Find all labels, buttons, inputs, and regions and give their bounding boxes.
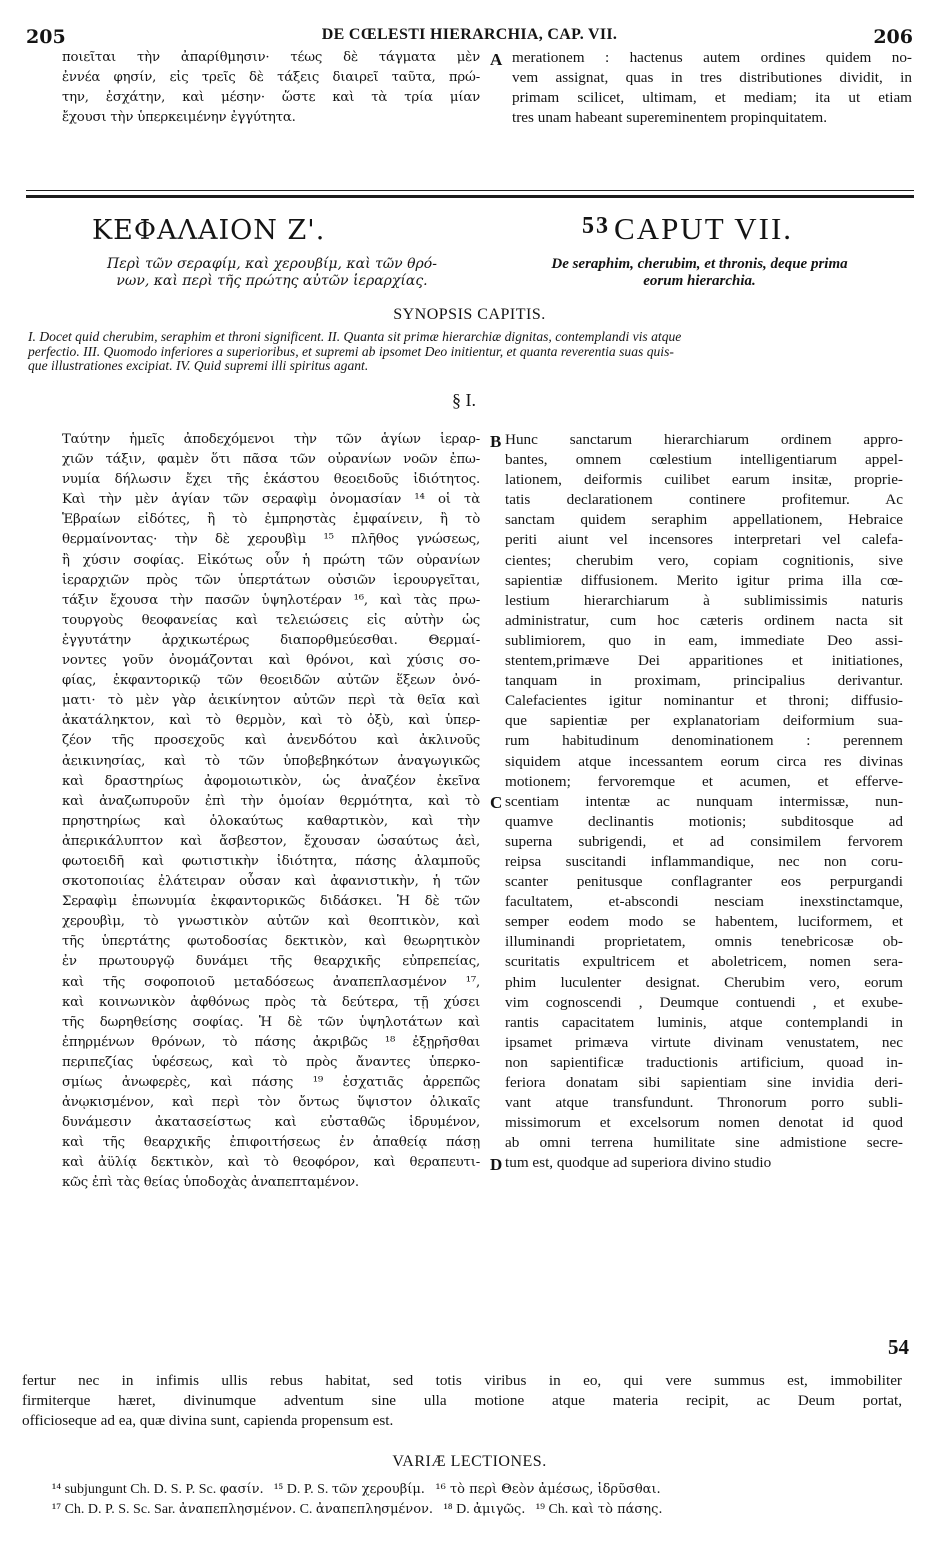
variae-line — [52, 1501, 912, 1521]
note-17-sigla: ¹⁷ Ch. D. P. S. Sc. Sar. — [52, 1502, 176, 1518]
latin-line: superna subrigendi, et ad consimilem fervorem — [505, 832, 903, 850]
latin-line: feriora donatam sibi sapientiam sine invidia deri- — [505, 1074, 903, 1091]
note-18-reading: ἀμιγῶς. — [473, 1502, 526, 1518]
greek-line: καὶ τῆς θεαρχικῆς ἐπιφοιτήσεως ἐν ἀπαθείᾳ πάσῃ — [62, 1135, 480, 1151]
margin-marker-c: C — [490, 793, 503, 812]
margin-marker-b: B — [490, 432, 502, 451]
note-17b-sigla: C. — [299, 1502, 313, 1518]
running-title: DE CŒLESTI HIERARCHIA, CAP. VII. — [321, 26, 618, 43]
latin-line: Hunc sanctarum hierarchiarum ordinem appro- — [505, 431, 903, 448]
greek-line: καὶ ἀναζωπυροῦν ἐπὶ τὴν ὁμοίαν θερμότητα, καὶ τὸ — [62, 793, 480, 809]
latin-line: scanter penitusque conflagranter eos perpurgandi — [505, 873, 903, 891]
latin-line: motionem; fervoremque et acumen, et efferve- — [505, 772, 903, 790]
latin-line: bantes, omnem cœlestium intelligentiarum appel- — [505, 451, 903, 469]
latin-line: primam scilicet, ultimam, et mediam; ita ut etiam — [512, 89, 912, 107]
latin-line: stentem,primæve Dei apparitiones et initiationes, — [505, 652, 903, 670]
synopsis-line: perfectio. III. Quomodo inferiores a superioribus, et supremi ab ipsomet Deo initientur, et quanta reverentia suas quis- — [28, 343, 674, 359]
latin-line: facultatem, et-abscondi nesciam inexstinctamque, — [505, 893, 903, 911]
note-16-reading: ¹⁶ τὸ περὶ Θεὸν ἀμέσως, ἱδρῦσθαι. — [435, 1482, 661, 1497]
greek-line: σκοτοποιίας ἐλάτειραν οὖσαν καὶ ἀφανιστικὴν, ἡ τῶν — [62, 874, 480, 890]
synopsis-line: I. Docet quid cherubim, seraphim et throni significent. II. Quanta sit primæ hierarchiæ dignitas, contemplandi vis atque — [28, 329, 682, 344]
latin-line: tres unam habeant supereminentem propinquitatem. — [512, 109, 828, 127]
latin-tail-text — [22, 1371, 902, 1431]
greek-line: τάξιν ἔχουσα τὴν πασῶν ὑψηλοτέραν ¹⁶, καὶ τὰς πρω- — [62, 592, 480, 608]
note-17b-reading: ἀναπεπλησμένον. — [315, 1502, 434, 1518]
latin-line: rum habitudinum denominationem : perennem — [505, 732, 903, 750]
greek-line: ἱεραρχιῶν πρὸς τῶν ὑπερτάτων οὐσιῶν ἱερουργεῖται, — [62, 572, 480, 588]
latin-line: tatis declarationem continere profitemur. Ac — [505, 491, 903, 509]
latin-line: cientes; cherubim vero, copiam cognitionis, sive — [505, 551, 903, 569]
chapter-title-greek: ΚΕΦΑΛΑΙΟΝ Ζ'. — [92, 215, 326, 246]
divider-rule — [26, 195, 914, 198]
greek-line: πρηστηρίως καὶ ὁλοκαύτως καθαρτικὸν, καὶ τὴν — [62, 813, 480, 829]
latin-line: scuritatis expultricem et aboletricem, nomen sera- — [505, 953, 903, 971]
latin-column — [505, 430, 903, 1173]
latin-line: scentiam intentæ ac nunquam intermissæ, nun- — [505, 792, 903, 810]
greek-line: δυνάμεσιν ἀκατασείστως καὶ εὐσταθῶς ἱδρυμένον, — [62, 1115, 480, 1131]
greek-line: ἐν πρωτουργῷ δυνάμει τῆς θεαρχικῆς εὐπρεπείας, — [62, 954, 480, 970]
latin-line: sapientiæ diffusionem. Merito igitur prima illa cœ- — [505, 571, 903, 589]
latin-line: ipsamet primæva virtute divinam venustatem, nec — [505, 1033, 903, 1051]
latin-line: lationem, deiformis cuilibet earum insitæ, proprie- — [505, 471, 903, 489]
chapter-latin-label: CAPUT VII. — [614, 211, 794, 246]
greek-line: καὶ δραστηρίως ἀφομοιωτικὸν, ὡς ἀναζέον ἐκεῖνα — [62, 773, 480, 789]
column-number-53: 53 — [582, 213, 610, 239]
latin-line: illuminandi proprietatem, omnis tenebricosæ ob- — [505, 933, 903, 951]
greek-line: χερουβὶμ, τὸ γνωστικὸν αὐτῶν καὶ θεοπτικὸν, καὶ — [62, 914, 480, 930]
divider-rule-thin — [26, 190, 914, 191]
latin-line: semper eodem modo se habentem, luciformem, et — [505, 913, 903, 931]
greek-line: ἢ χύσιν σοφίας. Εἰκότως οὖν ἡ πρώτη τῶν οὐρανίων — [62, 552, 480, 568]
note-14-sigla: ¹⁴ subjungunt Ch. D. S. P. Sc. — [52, 1482, 217, 1497]
greek-line: ἔχουσι τὴν ὑπερκειμένην ἐγγύτητα. — [62, 110, 296, 126]
latin-line: administratur, cum hoc cæteris ordinem nacta sit — [505, 611, 903, 629]
section-mark: § I. — [452, 390, 476, 410]
greek-line: τῆς ὑπερτάτης φωτοδοσίας δεκτικὸν, καὶ θεωρητικὸν — [62, 934, 480, 950]
latin-line: tanquam in proximam, principalius derivantur. — [505, 672, 903, 690]
greek-line: ἀεικινησίας, καὶ τὸ τῶν ὑποβεβηκότων ἀναγωγικῶς — [62, 753, 480, 769]
margin-marker-d: D — [490, 1155, 503, 1174]
top-latin-text — [512, 48, 912, 128]
margin-marker-a: A — [490, 50, 503, 69]
synopsis-heading: SYNOPSIS CAPITIS. — [393, 306, 546, 323]
greek-line: καὶ κοινωνικὸν ἀφθόνως πρὸς τὰ δεύτερα, τῇ χύσει — [62, 994, 480, 1010]
greek-line: Ταύτην ἡμεῖς ἀποδεχόμενοι τὴν τῶν ἁγίων ἱεραρ- — [62, 432, 480, 447]
subtitle-greek-line: νων, καὶ περὶ τῆς πρώτης αὐτῶν ἱεραρχίας. — [116, 273, 428, 289]
latin-line: fertur nec in infimis ullis rebus habitat, sed totis viribus in eo, qui vere summus est, immobiliter — [22, 1372, 902, 1389]
latin-line: phim luculenter designat. Cherubim vero, eorum — [505, 973, 903, 991]
synopsis-text — [28, 330, 912, 374]
greek-line: ἐγγυτάτην ἀρχικωτέρως διαπορθμεύεσθαι. Θερμαί- — [62, 632, 480, 648]
subtitle-latin-line: De seraphim, cherubim, et thronis, deque prima — [551, 256, 848, 272]
greek-line: σμίως ἀνωφερὲς, καὶ πάσης ¹⁹ ἐσχατιᾶς ἀρρεπῶς — [62, 1075, 480, 1090]
greek-line: ἀπερικάλυπτον καὶ ἄσβεστον, ἔχουσαν ὡσαύτως ἀεὶ, — [62, 833, 480, 849]
greek-line: την, ἐσχάτην, καὶ μέσην· ὥστε καὶ τὰ τρία μίαν — [62, 90, 480, 106]
variae-heading: VARIÆ LECTIONES. — [392, 1453, 547, 1470]
greek-line: ἀνῳκισμένον, καὶ περὶ τὸν ὄντως ὕψιστον ὁλικαῖς — [62, 1095, 480, 1111]
note-14-reading: φασίν. — [219, 1482, 264, 1497]
greek-line: τῆς δωρηθείσης σοφίας. Ἡ δὲ τῶν ὑψηλοτάτων καὶ — [62, 1014, 480, 1030]
latin-line: missimorum et excelsorum nomen denotat id quod — [505, 1114, 903, 1132]
latin-line: siquidem atque incessantem eorum circa res divinas — [505, 752, 903, 770]
greek-line: θερμαίνοντας· τὴν δὲ χερουβὶμ ¹⁵ πλῆθος γνώσεως, — [62, 532, 480, 548]
chapter-title-latin — [582, 211, 793, 247]
greek-line: ματι· τὸ μὲν γὰρ ἀεικίνητον αὐτῶν περὶ τὰ θεῖα καὶ — [62, 693, 480, 709]
note-19-sigla: ¹⁹ Ch. — [535, 1502, 569, 1518]
latin-line: sublimiorem, quo in eam, immediate Deo assi- — [505, 631, 903, 649]
latin-line: quamve declinantis motionis; subditosque ad — [505, 812, 903, 830]
greek-line: νυμία δήλωσιν ἔχει τῆς ἑκάστου θεοειδοῦς ἰδιότητος. — [62, 472, 480, 488]
subtitle-latin-line: eorum hierarchia. — [643, 273, 756, 289]
latin-line: merationem : hactenus autem ordines quidem no- — [512, 49, 912, 66]
note-18-sigla: ¹⁸ D. — [443, 1502, 470, 1518]
variae-lectiones — [52, 1481, 912, 1521]
latin-line: reipsa suscitandi inflammandique, nec non coru- — [505, 852, 903, 870]
latin-line: que sapientiæ per explanatoriam deiformium sua- — [505, 712, 903, 730]
latin-line: vem assignat, quas in tres distributiones dividit, in — [512, 69, 912, 87]
greek-line: κῶς ἐπὶ τὰς θείας ὑποδοχὰς ἀναπεπταμένον. — [62, 1175, 359, 1191]
greek-line: ἐννέα φησίν, εἰς τρεῖς δὲ τάξεις διαιρεῖ ταῦτα, πρώ- — [62, 70, 480, 86]
running-head — [22, 18, 917, 50]
page-number-left: 205 — [26, 26, 66, 48]
greek-line: Καὶ τὴν μὲν ἁγίαν τῶν σεραφὶμ ὀνομασίαν ¹⁴ οἱ τὰ — [62, 492, 480, 508]
variae-line — [52, 1481, 912, 1501]
subtitle-greek-line: Περὶ τῶν σεραφίμ, καὶ χερουβίμ, καὶ τῶν θρό- — [107, 256, 437, 272]
note-15-reading: τῶν χερουβίμ. — [331, 1482, 425, 1497]
note-17-reading: ἀναπεπλησμένον. — [178, 1502, 297, 1518]
latin-line: periti aiunt vel incensores interpretari vel calefa- — [505, 531, 903, 549]
greek-line: χιῶν τάξιν, φαμὲν ὅτι πᾶσα τῶν οὐρανίων νοῶν ἐπω- — [62, 452, 480, 468]
note-15-sigla: ¹⁵ D. P. S. — [274, 1482, 329, 1497]
note-19-reading: καὶ τὸ πάσης. — [571, 1502, 663, 1518]
greek-line: Σεραφὶμ ἐπωνυμία ἐκφαντορικῶς διδάσκει. Ἡ δὲ τῶν — [62, 894, 480, 910]
greek-line: καὶ ἀϋλίᾳ δεκτικὸν, καὶ τὸ θεοφόρον, καὶ θεραπευτι- — [62, 1155, 480, 1171]
latin-line: vant atque transfundunt. Thronorum porro subli- — [505, 1094, 903, 1112]
latin-line: lestium hierarchiarum à sublimissimis naturis — [505, 591, 903, 609]
latin-line: non sapientificæ traductionis artificium, quoad in- — [505, 1053, 903, 1071]
latin-line: tum est, quodque ad superiora divino studio — [505, 1154, 772, 1172]
page-number-right: 206 — [873, 26, 913, 48]
column-number-54: 54 — [888, 1335, 909, 1359]
greek-column — [62, 430, 480, 1194]
greek-line: νοντες γοῦν ὀνομάζονται καὶ θρόνοι, καὶ χύσις σο- — [62, 653, 480, 669]
synopsis-line: que illustrationes excipiat. IV. Quid supremi illi spiritus agant. — [28, 358, 369, 373]
top-greek-text — [62, 48, 480, 128]
latin-line: sanctam quidem seraphim appellationem, Hebraice — [505, 511, 903, 529]
page — [22, 18, 917, 1538]
chapter-subtitle-greek — [62, 256, 482, 290]
latin-line: officioseque ad ea, quæ divina sunt, capienda propensum est. — [22, 1412, 394, 1430]
greek-line: ποιεῖται τὴν ἀπαρίθμησιν· τέως δὲ τάγματα μὲν — [62, 50, 480, 65]
latin-line: ab omni terrena humilitate sine admistione secre- — [505, 1134, 903, 1152]
greek-line: φίας, ἐκφαντορικῷ τῶν θεοειδῶν αὐτῶν ἕξεων ὀνό- — [62, 673, 480, 689]
latin-line: Calefacientes igitur nominantur et throni; diffusio- — [505, 692, 903, 710]
greek-line: φωτοειδῆ καὶ φωτιστικὴν ἰδιότητα, πάσης ἀλαμποῦς — [62, 853, 480, 869]
greek-line: Ἑβραίων εἰδότες, ἢ τὸ ἐμπρηστὰς ἐμφαίνειν, ἢ τὸ — [62, 512, 480, 528]
chapter-subtitle-latin — [487, 256, 912, 290]
greek-line: τουργοὺς θεοφανείας καὶ τελειώσεις εἰς αὐτὴν ὡς — [62, 612, 480, 628]
greek-line: καὶ τῆς σοφοποιοῦ μεταδόσεως ἀναπεπλασμένον ¹⁷, — [62, 974, 480, 990]
latin-line: rantis capacitatem luminis, atque contemplandi in — [505, 1013, 903, 1031]
greek-line: ζέον τῆς προσεχοῦς καὶ ἀνενδότου καὶ ἀκλινοῦς — [62, 733, 480, 749]
latin-line: vim cognoscendi , Deumque contuendi , et exube- — [505, 993, 903, 1011]
greek-line: ἀκατάληκτον, καὶ τὸ θερμὸν, καὶ τὸ ὀξὺ, καὶ ὑπερ- — [62, 713, 480, 729]
latin-line: firmiterque hæret, divinumque adventum sine ulla motione atque materia recipit, ac Deum portat, — [22, 1392, 902, 1410]
greek-line: ἐπηρμένων θρόνων, τὸ πάσης ἀκριβῶς ¹⁸ ἐξῃρῆσθαι — [62, 1034, 480, 1050]
greek-line: περιπεζίας ὑφέσεως, καὶ τὸ πρὸς ἄναντες ὑπερκο- — [62, 1054, 480, 1070]
